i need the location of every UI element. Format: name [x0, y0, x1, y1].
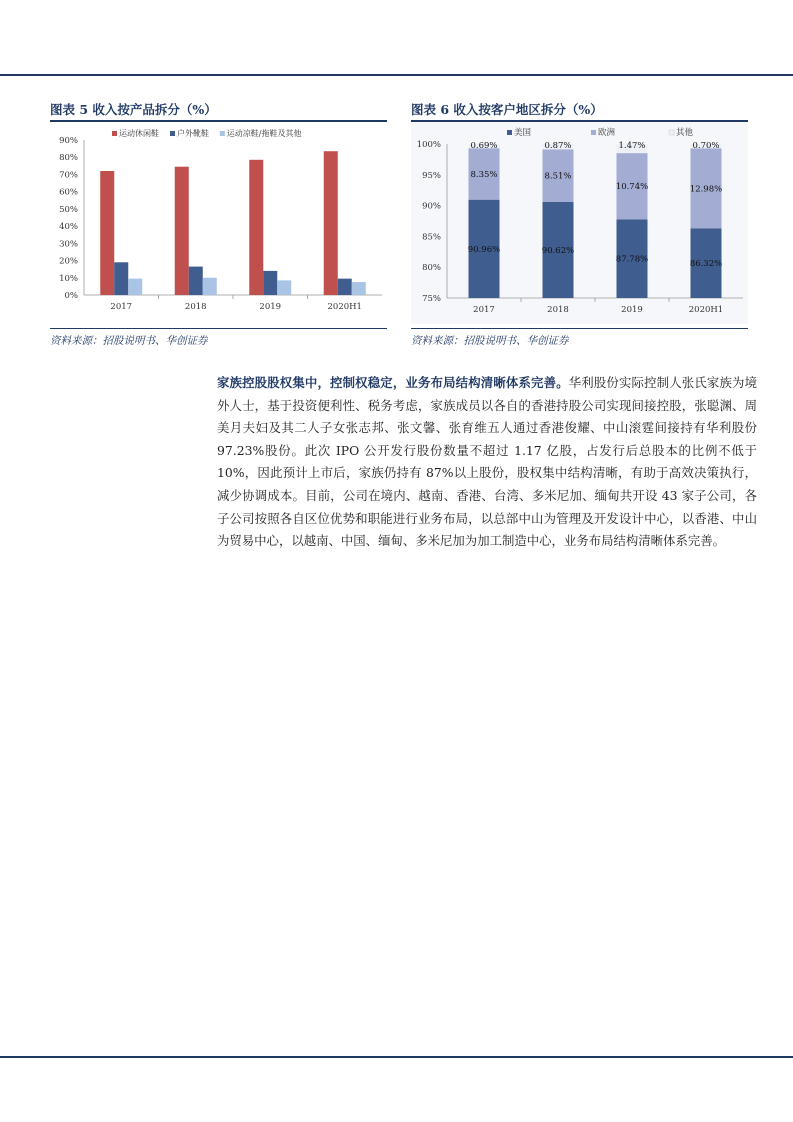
data-label: 10.74%: [615, 182, 649, 193]
y-tick-label: 80%: [422, 263, 441, 274]
bar-运动凉鞋/拖鞋及其他-2020H1: [352, 282, 366, 295]
figure-5-chart: [50, 124, 387, 324]
y-tick-label: 80%: [59, 153, 78, 164]
bar-运动休闲鞋-2019: [249, 160, 263, 295]
data-label: 8.35%: [470, 169, 498, 180]
bar-户外靴鞋-2019: [263, 271, 277, 295]
legend-label: 户外靴鞋: [177, 129, 209, 138]
y-tick-label: 90%: [422, 201, 441, 212]
data-label: 90.62%: [541, 245, 575, 256]
y-tick-label: 95%: [422, 170, 441, 181]
y-tick-label: 70%: [59, 170, 78, 181]
bar-户外靴鞋-2018: [189, 267, 203, 295]
header-rule: [0, 74, 793, 76]
data-label: 1.47%: [618, 141, 646, 152]
legend-label: 运动休闲鞋: [119, 129, 159, 138]
bar-户外靴鞋-2020H1: [338, 279, 352, 295]
x-tick-label: 2017: [473, 305, 495, 315]
legend-swatch: [669, 130, 674, 135]
x-tick-label: 2017: [110, 302, 133, 312]
x-tick-label: 2019: [621, 305, 643, 315]
data-label: 86.32%: [689, 259, 723, 270]
data-label: 8.51%: [544, 171, 572, 182]
figure-5-title-rule: [50, 120, 387, 122]
bar-运动休闲鞋-2018: [175, 167, 189, 295]
y-tick-label: 50%: [59, 204, 78, 215]
figure-6-source: 资料来源：招股说明书、华创证券: [411, 335, 569, 347]
paragraph-body: 华利股份实际控制人张氏家族为境外人士，基于投资便利性、税务考虑，家族成员以各自的香港持股公司实现间接控股，张聪渊、周美月夫妇及其二人子女张志邦、张文馨、张育维五人通过香港俊耀、中山滚霆间接持有华利股份 97.23%股份。此次 IPO 公开发行股份数量不超过 1.17 亿股，占发行后总股本的比例不低于 10%，因此预计上市后，家族仍持有 87%以上股份，股权集中结构清晰，有助于高效决策执行，减少协调成本。目前，公司在境内、越南、香港、台湾、多米尼加、缅甸共开设 43 家子公司，各子公司按照各自区位优势和职能进行业务布局，以总部中山为管理及开发设计中心，以香港、中山为贸易中心，以越南、中国、缅甸、多米尼加为加工制造中心，业务布局结构清晰体系完善。: [217, 375, 758, 549]
figure-5-source: 资料来源：招股说明书、华创证券: [50, 335, 208, 347]
data-label: 90.96%: [467, 244, 501, 255]
bar-运动休闲鞋-2017: [100, 171, 114, 295]
data-label: 87.78%: [615, 254, 649, 265]
region-revenue-stacked-chart: [411, 122, 748, 324]
figure-5-title: 图表 5 收入按产品拆分（%）: [50, 102, 217, 117]
bar-运动凉鞋/拖鞋及其他-2018: [203, 278, 217, 295]
legend-label: 美国: [514, 128, 532, 138]
bar-户外靴鞋-2017: [114, 262, 128, 295]
y-tick-label: 75%: [422, 294, 441, 304]
footer-rule: [0, 1056, 793, 1058]
paragraph-lead: 家族控股股权集中，控制权稳定，业务布局结构清晰体系完善。: [217, 375, 569, 390]
data-label: 0.69%: [470, 141, 498, 151]
data-label: 12.98%: [689, 184, 723, 195]
legend-swatch: [220, 131, 225, 136]
y-tick-label: 30%: [59, 239, 78, 250]
data-label: 0.70%: [692, 141, 720, 151]
figure-6-source-rule: [411, 328, 748, 329]
legend-swatch: [112, 131, 117, 136]
ownership-paragraph: [217, 372, 757, 553]
legend-label: 欧洲: [598, 128, 616, 138]
bar-运动休闲鞋-2020H1: [324, 151, 338, 295]
y-tick-label: 100%: [416, 140, 441, 150]
y-tick-label: 0%: [64, 291, 78, 301]
y-tick-label: 20%: [59, 256, 78, 267]
y-tick-label: 10%: [59, 273, 78, 284]
bar-运动凉鞋/拖鞋及其他-2017: [128, 279, 142, 295]
x-tick-label: 2020H1: [327, 302, 362, 312]
data-label: 0.87%: [544, 141, 572, 151]
y-tick-label: 85%: [422, 232, 441, 243]
product-revenue-bar-chart: [50, 124, 387, 324]
legend-label: 运动凉鞋/拖鞋及其他: [226, 129, 302, 138]
x-tick-label: 2018: [184, 302, 207, 312]
figure-6-chart: [411, 122, 748, 324]
y-tick-label: 60%: [59, 187, 78, 198]
figure-6-title: 图表 6 收入按客户地区拆分（%）: [411, 102, 603, 117]
figure-5-source-rule: [50, 328, 387, 329]
x-tick-label: 2019: [259, 302, 282, 312]
legend-label: 其他: [676, 128, 694, 138]
bar-运动凉鞋/拖鞋及其他-2019: [277, 280, 291, 295]
x-tick-label: 2020H1: [688, 305, 724, 315]
legend-swatch: [591, 130, 596, 135]
y-tick-label: 90%: [59, 136, 78, 146]
legend-swatch: [170, 131, 175, 136]
legend-swatch: [507, 130, 512, 135]
x-tick-label: 2018: [547, 305, 569, 315]
y-tick-label: 40%: [59, 222, 78, 233]
